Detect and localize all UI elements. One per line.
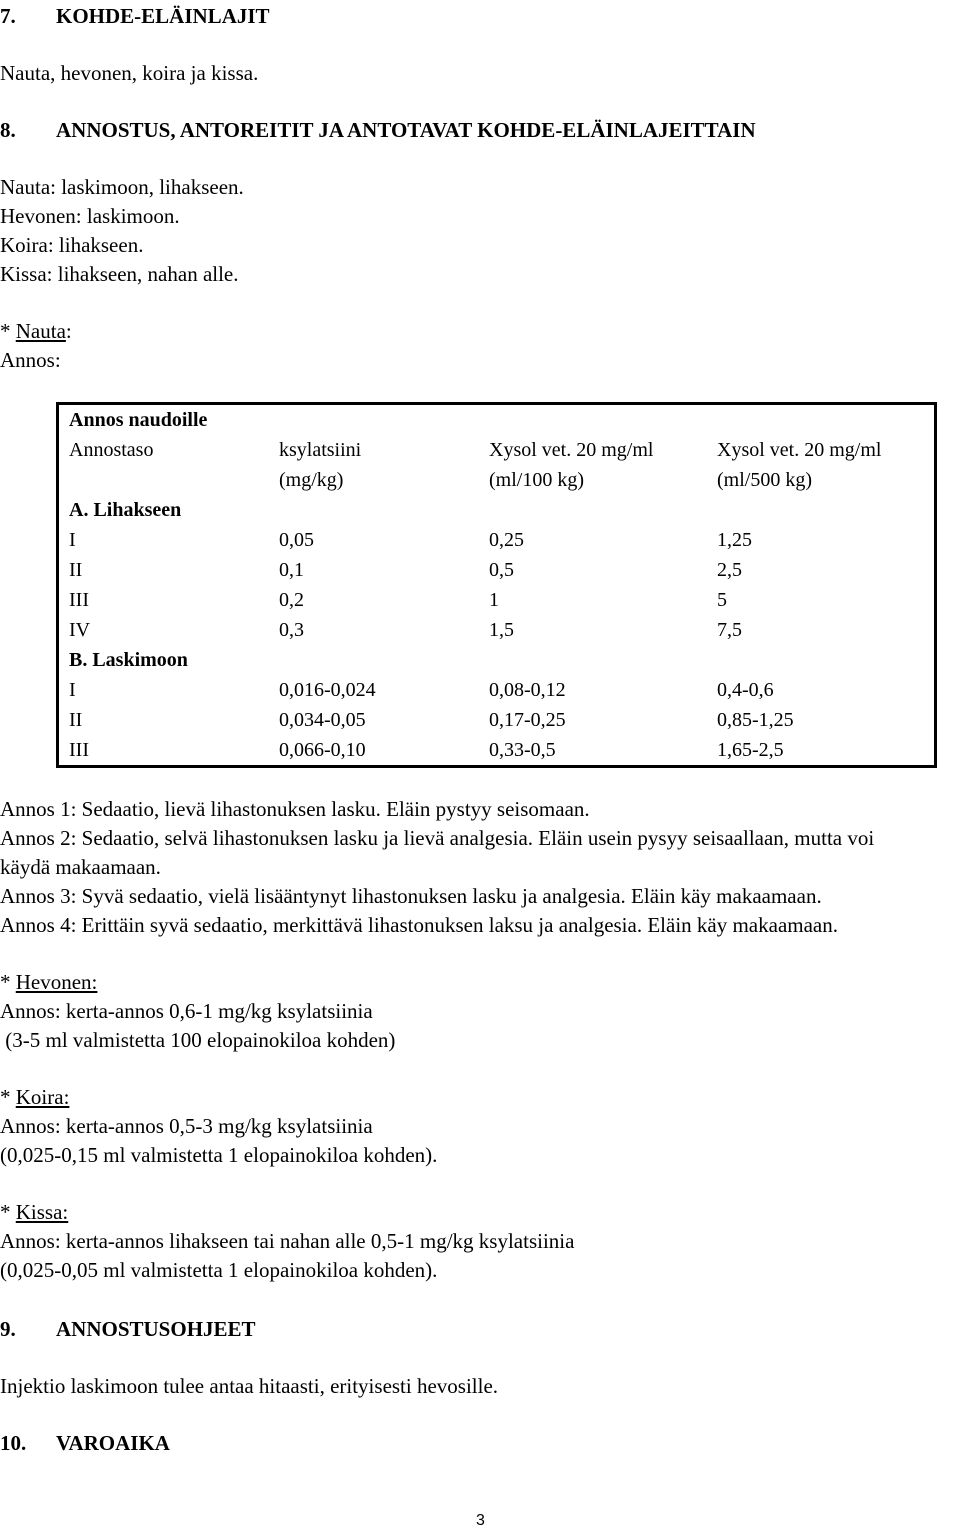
table-row: [58, 675, 936, 705]
kissa-heading: [0, 1199, 68, 1225]
dose-level-text: Annos 1: Sedaatio, lievä lihastonuksen lasku. Eläin pystyy seisomaan.: [0, 797, 590, 821]
table-cell: 0,016-0,024: [279, 679, 376, 701]
table-row: [58, 525, 936, 555]
table-cell: 0,066-0,10: [279, 739, 366, 761]
asterisk: *: [0, 1200, 16, 1224]
table-cell: 0,2: [279, 589, 304, 611]
table-cell: 0,08-0,12: [489, 679, 566, 701]
target-species-text: Nauta, hevonen, koira ja kissa.: [0, 61, 259, 85]
table-cell: 0,33-0,5: [489, 739, 556, 761]
header-annostaso: Annostaso: [69, 439, 154, 461]
nauta-heading: [0, 318, 72, 344]
table-cell: 0,17-0,25: [489, 709, 566, 731]
section-title: KOHDE-ELÄINLAJIT: [56, 4, 270, 28]
dose-line: Annos: kerta-annos 0,5-3 mg/kg ksylatsiinia: [0, 1114, 373, 1138]
dose-line: (0,025-0,05 ml valmistetta 1 elopainokiloa kohden).: [0, 1258, 438, 1282]
table-cell: I: [69, 679, 76, 701]
group-row: [58, 645, 936, 675]
route-line: Nauta: laskimoon, lihakseen.: [0, 175, 244, 199]
species-label: Nauta: [15, 319, 66, 343]
dose-level-text: Annos 2: Sedaatio, selvä lihastonuksen lasku ja lievä analgesia. Eläin usein pysyy seisaallaan, mutta voi: [0, 826, 875, 850]
table-row: [58, 705, 936, 735]
table-cell: III: [69, 739, 89, 761]
section-8-heading: [0, 117, 756, 143]
annos-label: Annos:: [0, 348, 61, 372]
asterisk: *: [0, 1085, 16, 1109]
table-caption-row: [58, 404, 936, 436]
table-row: [58, 615, 936, 645]
page-number: 3: [476, 1512, 485, 1529]
hevonen-heading: [0, 969, 97, 995]
table-cell: IV: [69, 619, 91, 641]
section-9-heading: [0, 1316, 256, 1342]
header-unit: (ml/100 kg): [489, 469, 584, 491]
route-line: Kissa: lihakseen, nahan alle.: [0, 262, 239, 286]
section-title: ANNOSTUS, ANTOREITIT JA ANTOTAVAT KOHDE-ELÄINLAJEITTAIN: [56, 118, 756, 142]
header-xysol-100: Xysol vet. 20 mg/ml: [489, 439, 654, 461]
section-number: 7.: [0, 4, 16, 28]
table-cell: II: [69, 709, 83, 731]
dosing-instruction-text: Injektio laskimoon tulee antaa hitaasti, erityisesti hevosille.: [0, 1374, 499, 1398]
header-cell: [58, 435, 270, 495]
section-title: ANNOSTUSOHJEET: [56, 1317, 256, 1341]
dose-level-text: Annos 4: Erittäin syvä sedaatio, merkittävä lihastonuksen laksu ja analgesia. Eläin käy makaamaan.: [0, 913, 839, 937]
route-line: Koira: lihakseen.: [0, 233, 144, 257]
table-cell: II: [69, 559, 83, 581]
table-caption: Annos naudoille: [69, 409, 208, 431]
table-cell: 5: [717, 589, 727, 611]
table-cell: 1: [489, 589, 499, 611]
koira-heading: [0, 1084, 69, 1110]
route-line: Hevonen: laskimoon.: [0, 204, 180, 228]
table-row: [58, 735, 936, 767]
dose-line: Annos: kerta-annos 0,6-1 mg/kg ksylatsiinia: [0, 999, 373, 1023]
table-row: [58, 585, 936, 615]
section-number: 10.: [0, 1431, 27, 1455]
table-cell: 0,05: [279, 529, 314, 551]
header-xysol-500: Xysol vet. 20 mg/ml: [717, 439, 882, 461]
table-cell: 0,5: [489, 559, 514, 581]
species-label: Koira:: [15, 1085, 70, 1109]
section-title: VAROAIKA: [56, 1431, 170, 1455]
table-header-row: [58, 435, 936, 495]
header-unit: (ml/500 kg): [717, 469, 812, 491]
table-cell: 0,3: [279, 619, 304, 641]
table-cell: 0,1: [279, 559, 304, 581]
asterisk: *: [0, 970, 16, 994]
table-cell: 2,5: [717, 559, 742, 581]
table-row: [58, 555, 936, 585]
section-number: 9.: [0, 1317, 16, 1341]
header-unit: (mg/kg): [279, 469, 344, 491]
group-label-b: B. Laskimoon: [69, 649, 188, 671]
dose-line: (3-5 ml valmistetta 100 elopainokiloa kohden): [0, 1028, 396, 1052]
dose-table: [56, 402, 937, 768]
table-cell: 7,5: [717, 619, 742, 641]
species-label: Hevonen:: [15, 970, 98, 994]
table-cell: 0,034-0,05: [279, 709, 366, 731]
dose-line: (0,025-0,15 ml valmistetta 1 elopainokiloa kohden).: [0, 1143, 438, 1167]
section-7-heading: [0, 3, 270, 29]
table-cell: I: [69, 529, 76, 551]
asterisk: *: [0, 319, 16, 343]
section-number: 8.: [0, 118, 16, 142]
table-cell: 1,65-2,5: [717, 739, 784, 761]
header-cell: [479, 435, 707, 495]
group-row: [58, 495, 936, 525]
table-cell: 1,25: [717, 529, 752, 551]
section-10-heading: [0, 1430, 170, 1456]
table-cell: 1,5: [489, 619, 514, 641]
dose-level-text: käydä makaamaan.: [0, 855, 161, 879]
species-label: Kissa:: [15, 1200, 69, 1224]
colon: :: [65, 319, 72, 343]
header-ksylatsiini: ksylatsiini: [279, 439, 362, 461]
group-label-a: A. Lihakseen: [69, 499, 182, 521]
header-cell: [269, 435, 479, 495]
header-cell: [707, 435, 936, 495]
dose-line: Annos: kerta-annos lihakseen tai nahan alle 0,5-1 mg/kg ksylatsiinia: [0, 1229, 575, 1253]
table-cell: 0,85-1,25: [717, 709, 794, 731]
dose-level-text: Annos 3: Syvä sedaatio, vielä lisääntynyt lihastonuksen lasku ja analgesia. Eläin käy makaamaan.: [0, 884, 822, 908]
table-cell: 0,25: [489, 529, 524, 551]
table-cell: 0,4-0,6: [717, 679, 774, 701]
table-cell: III: [69, 589, 89, 611]
